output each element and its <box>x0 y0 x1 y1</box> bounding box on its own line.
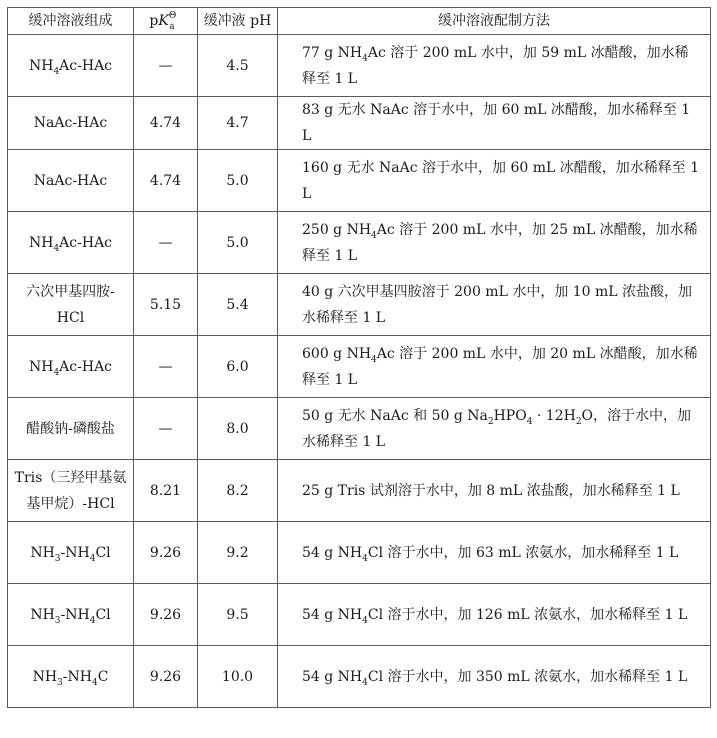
method-cell <box>278 35 711 97</box>
method-subscript: 2 <box>487 416 494 427</box>
pka-cell: — <box>134 398 198 460</box>
composition-subscript: 4 <box>53 243 60 254</box>
table-row <box>8 274 711 336</box>
ph-cell: 5.0 <box>198 150 278 212</box>
method-text: 54 g NH <box>302 544 363 561</box>
pka-cell: — <box>134 336 198 398</box>
method-cell <box>278 150 711 212</box>
method-text: 25 g Tris 试剂溶于水中，加 8 mL 浓盐酸，加水稀释至 1 L <box>302 482 680 499</box>
method-text: 250 g NH <box>302 221 372 238</box>
buffer-solution-table <box>7 7 711 708</box>
header-method: 缓冲溶液配制方法 <box>278 8 711 35</box>
method-text: Ac 溶于 200 mL 水中，加 20 mL 冰醋酸，加水稀释至 1 L <box>302 345 698 388</box>
composition-text: NH <box>28 358 54 375</box>
table-row <box>8 398 711 460</box>
table-row <box>8 212 711 274</box>
composition-text: NH <box>30 544 55 561</box>
method-cell <box>278 274 711 336</box>
ph-cell: 10.0 <box>198 646 278 708</box>
pka-cell: 9.26 <box>134 646 198 708</box>
method-text: · 12H <box>532 407 576 424</box>
method-text: Cl 溶于水中，加 350 mL 浓氨水，加水稀释至 1 L <box>367 668 688 685</box>
composition-subscript: 4 <box>89 553 96 564</box>
composition-subscript: 4 <box>53 66 60 77</box>
composition-text: Ac-HAc <box>59 57 113 74</box>
composition-cell <box>8 212 134 274</box>
method-text: 600 g NH <box>302 345 372 362</box>
composition-text: 六次甲基四胺-HCl <box>26 283 115 326</box>
method-text: HPO <box>493 407 527 424</box>
method-cell <box>278 646 711 708</box>
method-subscript: 4 <box>362 553 368 564</box>
method-subscript: 4 <box>362 677 368 688</box>
ph-cell: 4.7 <box>198 97 278 150</box>
method-cell <box>278 97 711 150</box>
method-cell <box>278 522 711 584</box>
pka-cell: 8.21 <box>134 460 198 522</box>
method-text: 40 g 六次甲基四胺溶于 200 mL 水中，加 10 mL 浓盐酸，加水稀释至 1 L <box>302 283 693 326</box>
ph-cell: 4.5 <box>198 35 278 97</box>
table-row <box>8 522 711 584</box>
composition-text: Ac-HAc <box>59 234 113 251</box>
method-text: O，溶于水中，加水稀释至 1 L <box>302 407 692 450</box>
composition-text: NaAc-HAc <box>33 115 108 131</box>
composition-subscript: 4 <box>89 615 96 626</box>
header-pka-k: K <box>158 13 169 29</box>
method-subscript: 2 <box>575 416 582 427</box>
method-text: 54 g NH <box>302 668 363 685</box>
method-subscript: 4 <box>362 615 368 626</box>
method-subscript: 4 <box>526 416 533 427</box>
composition-subscript: 3 <box>54 615 61 626</box>
method-text: Ac 溶于 200 mL 水中，加 25 mL 冰醋酸，加水稀释至 1 L <box>302 221 698 264</box>
ph-cell: 9.2 <box>198 522 278 584</box>
composition-text: Tris（三羟甲基氨基甲烷）-HCl <box>14 469 127 512</box>
composition-cell <box>8 274 134 336</box>
method-cell <box>278 460 711 522</box>
table-row <box>8 35 711 97</box>
composition-subscript: 4 <box>53 367 60 378</box>
composition-cell <box>8 150 134 212</box>
method-text: Cl 溶于水中，加 126 mL 浓氨水，加水稀释至 1 L <box>367 606 688 623</box>
pka-cell: 5.15 <box>134 274 198 336</box>
composition-text: NH <box>28 57 54 74</box>
pka-cell: — <box>134 35 198 97</box>
method-cell <box>278 212 711 274</box>
ph-cell: 8.0 <box>198 398 278 460</box>
method-cell <box>278 584 711 646</box>
composition-cell <box>8 97 134 150</box>
table-row <box>8 646 711 708</box>
method-text: 83 g 无水 NaAc 溶于水中，加 60 mL 冰醋酸，加水稀释至 1 L <box>302 102 691 144</box>
pka-cell: 4.74 <box>134 150 198 212</box>
table-row <box>8 150 711 212</box>
header-pka-sub: a <box>169 21 175 32</box>
ph-cell: 5.4 <box>198 274 278 336</box>
composition-text: NaAc-HAc <box>33 172 108 189</box>
composition-cell <box>8 646 134 708</box>
method-text: Cl 溶于水中，加 63 mL 浓氨水，加水稀释至 1 L <box>367 544 679 561</box>
method-text: 160 g 无水 NaAc 溶于水中，加 60 mL 冰醋酸，加水稀释至 1 L <box>302 159 700 202</box>
method-text: 77 g NH <box>302 44 363 61</box>
pka-cell: 9.26 <box>134 522 198 584</box>
composition-cell <box>8 522 134 584</box>
composition-text: Cl <box>95 544 111 561</box>
table-header-row <box>8 8 711 35</box>
header-pka-p: p <box>149 13 159 29</box>
ph-cell: 5.0 <box>198 212 278 274</box>
header-pka-sup: Θ <box>168 11 177 22</box>
composition-cell <box>8 398 134 460</box>
ph-cell: 9.5 <box>198 584 278 646</box>
ph-cell: 6.0 <box>198 336 278 398</box>
table-row <box>8 97 711 150</box>
composition-text: Cl <box>95 606 111 623</box>
pka-cell: 4.74 <box>134 97 198 150</box>
method-cell <box>278 336 711 398</box>
composition-cell <box>8 460 134 522</box>
method-subscript: 4 <box>371 354 377 365</box>
composition-text: 醋酸钠-磷酸盐 <box>26 420 115 437</box>
table-row <box>8 584 711 646</box>
method-text: Ac 溶于 200 mL 水中，加 59 mL 冰醋酸，加水稀释至 1 L <box>302 44 689 87</box>
composition-subscript: 3 <box>54 553 61 564</box>
method-subscript: 4 <box>362 53 368 64</box>
method-cell <box>278 398 711 460</box>
header-ph: 缓冲液 pH <box>198 8 278 35</box>
composition-cell <box>8 584 134 646</box>
header-composition: 缓冲溶液组成 <box>8 8 134 35</box>
method-text: 50 g 无水 NaAc 和 50 g Na <box>302 407 488 424</box>
header-pka <box>134 8 198 35</box>
composition-text: -NH <box>60 544 90 561</box>
composition-cell <box>8 35 134 97</box>
table-row <box>8 460 711 522</box>
ph-cell: 8.2 <box>198 460 278 522</box>
composition-text: -NH <box>62 668 92 685</box>
method-text: 54 g NH <box>302 606 363 623</box>
composition-text: Ac-HAc <box>59 358 113 375</box>
composition-text: -NH <box>60 606 90 623</box>
composition-text: NH <box>30 606 55 623</box>
pka-cell: 9.26 <box>134 584 198 646</box>
composition-text: NH <box>28 234 54 251</box>
method-subscript: 4 <box>371 230 377 241</box>
pka-cell: — <box>134 212 198 274</box>
table-row <box>8 336 711 398</box>
composition-text: C <box>97 668 109 685</box>
composition-text: NH <box>32 668 58 685</box>
composition-subscript: 3 <box>57 677 63 688</box>
composition-subscript: 4 <box>91 677 98 688</box>
composition-cell <box>8 336 134 398</box>
